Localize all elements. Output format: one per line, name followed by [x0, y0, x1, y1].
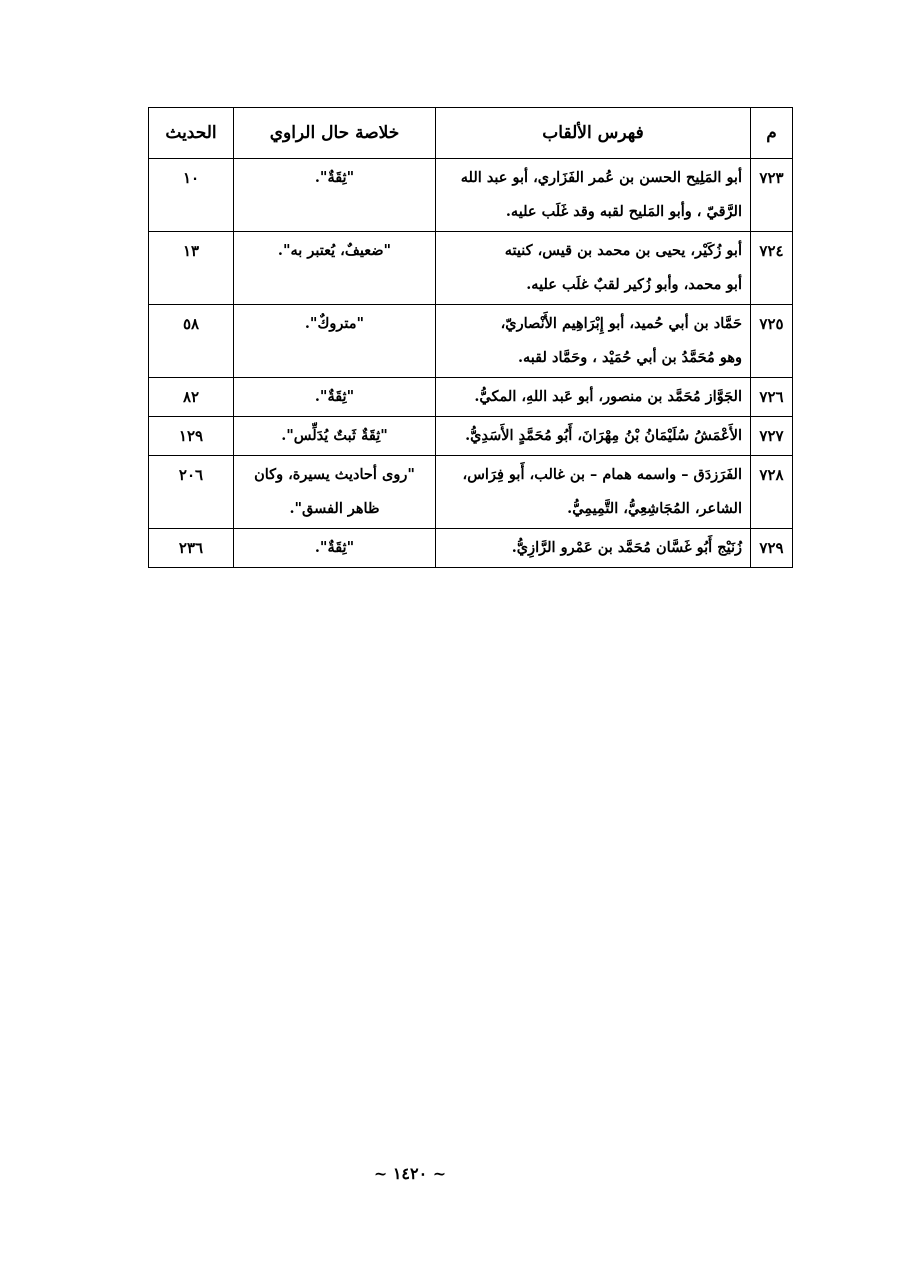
header-nicknames-index: فهرس الألقاب — [436, 108, 751, 159]
table-header-row — [149, 108, 793, 159]
narrator-name-cell — [436, 305, 751, 378]
narrator-name-cell — [436, 232, 751, 305]
narrator-name-cell — [436, 417, 751, 456]
narrator-status-cell — [234, 305, 436, 378]
table-row — [149, 159, 793, 232]
narrator-name-line: أبو محمد، وأبو زُكير لقبٌ غلَب عليه. — [526, 276, 742, 293]
hadith-number: ٢٠٦ — [149, 456, 234, 529]
narrator-name-line: أبو المَلِيح الحسن بن عُمر الفَزَاري، أبو عبد الله — [460, 169, 742, 186]
table-row — [149, 232, 793, 305]
narrator-status-line: "ثِقَةٌ ثَبتٌ يُدَلِّس". — [281, 427, 388, 444]
narrator-name-line: الأَعْمَشُ سُلَيْمَانُ بْنُ مِهْرَانَ، أَبُو مُحَمَّدٍ الأَسَدِيُّ. — [465, 427, 742, 444]
narrator-status-line: "روى أحاديث يسيرة، وكان — [254, 466, 415, 483]
table-row — [149, 417, 793, 456]
narrator-status-line: "متروكٌ". — [304, 315, 365, 332]
narrator-status-line: "ثِقَةٌ". — [314, 169, 355, 186]
header-hadith: الحديث — [149, 108, 234, 159]
narrator-name-line: أبو زُكَيْر، يحيى بن محمد بن قيس، كنيته — [504, 242, 742, 259]
table-row — [149, 529, 793, 568]
narrator-status-cell — [234, 529, 436, 568]
narrator-name-cell — [436, 159, 751, 232]
narrator-status-cell — [234, 456, 436, 529]
header-narrator-status: خلاصة حال الراوي — [234, 108, 436, 159]
table-row — [149, 305, 793, 378]
row-number: ٧٢٦ — [751, 378, 793, 417]
hadith-number: ١٠ — [149, 159, 234, 232]
narrator-name-line: الشاعر، المُجَاشِعِيُّ، التَّمِيمِيُّ. — [567, 500, 742, 517]
table-row — [149, 456, 793, 529]
row-number: ٧٢٨ — [751, 456, 793, 529]
narrator-status-cell — [234, 378, 436, 417]
narrator-status-line: ظاهر الفسق". — [289, 500, 380, 517]
narrator-status-line: "ثِقَةٌ". — [314, 388, 355, 405]
narrator-name-line: الفَرَزدَق – واسمه همام – بن غالب، أَبو فِرَاس، — [462, 466, 742, 483]
narrators-nicknames-table — [148, 107, 793, 568]
row-number: ٧٢٤ — [751, 232, 793, 305]
hadith-number: ٥٨ — [149, 305, 234, 378]
table-body — [149, 159, 793, 568]
hadith-number: ٢٣٦ — [149, 529, 234, 568]
narrator-name-line: حَمَّاد بن أبي حُميد، أبو إِبْرَاهِيم الأَنْصاريّ، — [500, 315, 742, 332]
narrator-status-cell — [234, 417, 436, 456]
narrator-status-cell — [234, 232, 436, 305]
hadith-number: ١٣ — [149, 232, 234, 305]
narrator-status-line: "ثِقَةٌ". — [314, 539, 355, 556]
header-number: م — [751, 108, 793, 159]
row-number: ٧٢٩ — [751, 529, 793, 568]
hadith-number: ٨٢ — [149, 378, 234, 417]
narrator-status-line: "ضعيفٌ، يُعتبر به". — [277, 242, 392, 259]
hadith-number: ١٢٩ — [149, 417, 234, 456]
narrator-name-line: وهو مُحَمَّدُ بن أبي حُمَيْد ، وحَمَّاد لقبه. — [517, 349, 742, 366]
narrator-name-line: زُنَيْج أَبُو غَسَّان مُحَمَّد بن عَمْرو الرَّازِيُّ. — [511, 539, 742, 556]
narrator-name-line: الجَوَّاز مُحَمَّد بن منصور، أبو عَبد اللهِ، المكيُّ. — [474, 388, 742, 405]
narrator-status-cell — [234, 159, 436, 232]
row-number: ٧٢٥ — [751, 305, 793, 378]
page-number: ~ ١٤٢٠ ~ — [373, 1164, 447, 1183]
row-number: ٧٢٣ — [751, 159, 793, 232]
row-number: ٧٢٧ — [751, 417, 793, 456]
narrator-name-line: الرَّقيّ ، وأبو المَليح لقبه وقد غَلَب عليه. — [505, 203, 742, 220]
narrator-name-cell — [436, 456, 751, 529]
table-row — [149, 378, 793, 417]
narrator-name-cell — [436, 378, 751, 417]
narrator-name-cell — [436, 529, 751, 568]
